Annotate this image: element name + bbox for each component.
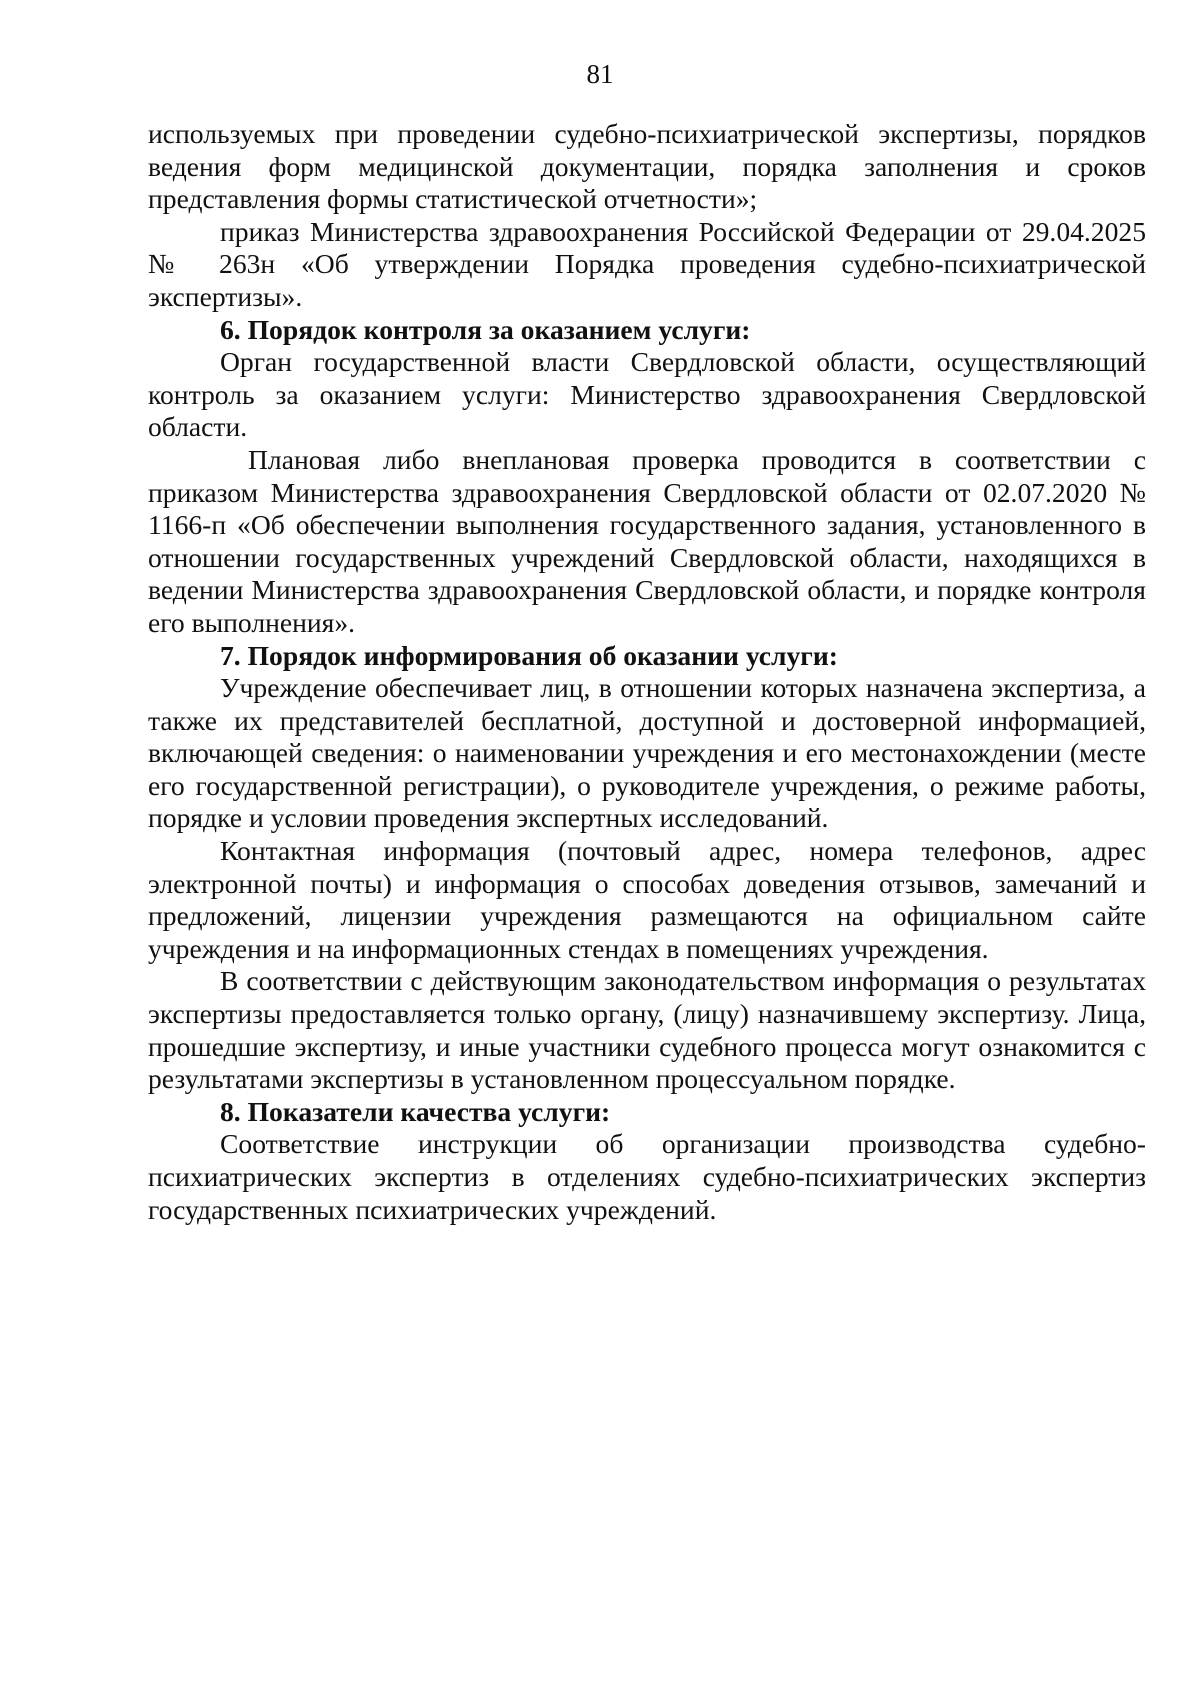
- document-body: [148, 118, 1146, 1226]
- paragraph-control-authority: Орган государственной власти Свердловской области, осуществляющий контроль за оказанием услуги: Министерство здравоохранения Свердловской области.: [148, 346, 1146, 443]
- page-number: 81: [586, 59, 614, 89]
- paragraph-contact-information: Контактная информация (почтовый адрес, номера телефонов, адрес электронной почты) и информация о способах доведения отзывов, замечаний и предложений, лицензии учреждения размещаются на официальном сайте учреждения и на информационных стендах в помещениях учреждения.: [148, 835, 1146, 964]
- paragraph-results-access: В соответствии с действующим законодательством информация о результатах экспертизы предоставляется только органу, (лицу) назначившему экспертизу. Лица, прошедшие экспертизу, и иные участники судебного процесса могут ознакомится с результатами экспертизы в установленном процессуальном порядке.: [148, 965, 1146, 1095]
- paragraph-continuation: используемых при проведении судебно-психиатрической экспертизы, порядков ведения форм медицинской документации, порядка заполнения и сроков представления формы статистической отчетности»;: [148, 118, 1146, 215]
- paragraph-quality-indicators: Соответствие инструкции об организации производства судебно-психиатрических экспертиз в отделениях судебно-психиатрических экспертиз государственных психиатрических учреждений.: [148, 1128, 1146, 1225]
- section-heading-7: 7. Порядок информирования об оказании услуги:: [220, 639, 838, 671]
- paragraph-information-provision: Учреждение обеспечивает лиц, в отношении которых назначена экспертиза, а также их представителей бесплатной, доступной и достоверной информацией, включающей сведения: о наименовании учреждения и его местонахождении (месте его государственной регистрации), о руководителе учреждения, о режиме работы, порядке и условии проведения экспертных исследований.: [148, 672, 1146, 834]
- section-heading-8: 8. Показатели качества услуги:: [220, 1095, 611, 1127]
- paragraph-order-reference: приказ Министерства здравоохранения Российской Федерации от 29.04.2025 № 263н «Об утверждении Порядка проведения судебно-психиатрической экспертизы».: [148, 215, 1146, 312]
- section-heading-6: 6. Порядок контроля за оказанием услуги:: [220, 313, 751, 345]
- paragraph-inspection: Плановая либо внеплановая проверка проводится в соответствии с приказом Министерства здравоохранения Свердловской области от 02.07.2020 № 1166-п «Об обеспечении выполнения государственного задания, установленного в отношении государственных учреждений Свердловской области, находящихся в ведении Министерства здравоохранения Свердловской области, и порядке контроля его выполнения».: [148, 443, 1146, 638]
